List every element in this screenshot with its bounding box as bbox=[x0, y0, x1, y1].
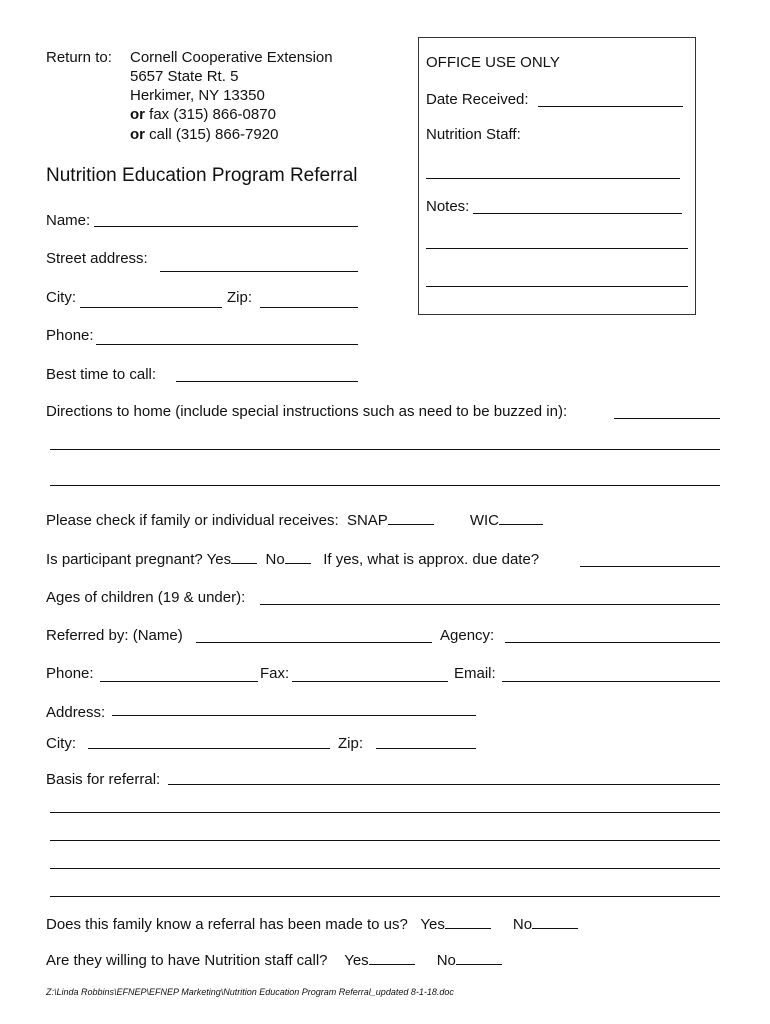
willing-no-field[interactable] bbox=[456, 952, 502, 965]
street-address-label: Street address: bbox=[46, 250, 148, 267]
pregnant-question bbox=[46, 551, 539, 567]
basis-field-2[interactable] bbox=[50, 812, 720, 813]
or-label: or bbox=[130, 106, 145, 123]
phone-field[interactable] bbox=[96, 344, 358, 345]
snap-checkbox[interactable] bbox=[388, 512, 434, 525]
notes-label: Notes: bbox=[426, 198, 470, 215]
basis-field-3[interactable] bbox=[50, 840, 720, 841]
zip-field[interactable] bbox=[260, 307, 358, 308]
referred-by-label: Referred by: (Name) bbox=[46, 627, 183, 644]
know-yes-label: Yes bbox=[420, 916, 445, 933]
fax-number: fax (315) 866-0870 bbox=[145, 106, 276, 123]
directions-field-1[interactable] bbox=[614, 418, 720, 419]
referrer-zip-label: Zip: bbox=[338, 735, 364, 752]
agency-field[interactable] bbox=[505, 642, 720, 643]
know-no-field[interactable] bbox=[532, 916, 578, 929]
basis-field-5[interactable] bbox=[50, 896, 720, 897]
willing-call-question bbox=[46, 952, 502, 968]
fax-label: Fax: bbox=[260, 665, 290, 682]
date-received-field[interactable] bbox=[538, 106, 683, 107]
office-use-title: OFFICE USE ONLY bbox=[426, 54, 560, 71]
know-yes-field[interactable] bbox=[445, 916, 491, 929]
referrer-address-field[interactable] bbox=[112, 715, 476, 716]
name-field[interactable] bbox=[94, 226, 358, 227]
email-field[interactable] bbox=[502, 681, 720, 682]
basis-field-1[interactable] bbox=[168, 784, 720, 785]
willing-call-label: Are they willing to have Nutrition staff call? bbox=[46, 952, 328, 969]
willing-no-label: No bbox=[436, 952, 456, 969]
know-no-label: No bbox=[512, 916, 533, 933]
notes-field-1[interactable] bbox=[473, 213, 682, 214]
ages-field[interactable] bbox=[260, 604, 720, 605]
pregnant-label: Is participant pregnant? Yes bbox=[46, 551, 232, 568]
directions-field-2[interactable] bbox=[50, 449, 720, 450]
snap-label: SNAP bbox=[346, 512, 388, 529]
call-line bbox=[130, 127, 278, 142]
nutrition-staff-label: Nutrition Staff: bbox=[426, 126, 521, 143]
fax-field[interactable] bbox=[292, 681, 448, 682]
city-field[interactable] bbox=[80, 307, 222, 308]
willing-yes-label: Yes bbox=[344, 952, 369, 969]
pregnant-no-label: No bbox=[265, 551, 285, 568]
referrer-zip-field[interactable] bbox=[376, 748, 476, 749]
referrer-city-field[interactable] bbox=[88, 748, 330, 749]
referrer-city-label: City: bbox=[46, 735, 76, 752]
address-line-1: Cornell Cooperative Extension bbox=[130, 49, 333, 66]
ages-label: Ages of children (19 & under): bbox=[46, 589, 246, 606]
address-line-3: Herkimer, NY 13350 bbox=[130, 87, 265, 104]
file-path-footer: Z:\Linda Robbins\EFNEP\EFNEP Marketing\Nutrition Education Program Referral_updated 8-1-18.doc bbox=[46, 987, 454, 997]
wic-checkbox[interactable] bbox=[499, 512, 543, 525]
nutrition-staff-field[interactable] bbox=[426, 178, 680, 179]
pregnant-no-field[interactable] bbox=[285, 551, 311, 564]
email-label: Email: bbox=[454, 665, 496, 682]
phone-label: Phone: bbox=[46, 327, 94, 344]
referrer-phone-field[interactable] bbox=[100, 681, 258, 682]
address-line-2: 5657 State Rt. 5 bbox=[130, 68, 239, 85]
pregnant-yes-field[interactable] bbox=[231, 551, 257, 564]
call-number: call (315) 866-7920 bbox=[145, 126, 279, 143]
basis-label: Basis for referral: bbox=[46, 771, 161, 788]
city-label: City: bbox=[46, 289, 76, 306]
best-time-field[interactable] bbox=[176, 381, 358, 382]
know-referral-label: Does this family know a referral has been made to us? bbox=[46, 916, 408, 933]
directions-label: Directions to home (include special instructions such as need to be buzzed in): bbox=[46, 403, 568, 420]
zip-label: Zip: bbox=[227, 289, 253, 306]
benefits-label: Please check if family or individual receives: bbox=[46, 512, 339, 529]
or-label: or bbox=[130, 126, 145, 143]
form-title: Nutrition Education Program Referral bbox=[46, 165, 358, 186]
return-to-label: Return to: bbox=[46, 49, 112, 66]
basis-field-4[interactable] bbox=[50, 868, 720, 869]
agency-label: Agency: bbox=[440, 627, 495, 644]
notes-field-2[interactable] bbox=[426, 248, 688, 249]
due-date-field[interactable] bbox=[580, 566, 720, 567]
due-date-label: If yes, what is approx. due date? bbox=[323, 551, 540, 568]
referrer-address-label: Address: bbox=[46, 704, 106, 721]
benefits-question bbox=[46, 512, 543, 528]
best-time-label: Best time to call: bbox=[46, 366, 157, 383]
notes-field-3[interactable] bbox=[426, 286, 688, 287]
directions-field-3[interactable] bbox=[50, 485, 720, 486]
referred-by-field[interactable] bbox=[196, 642, 432, 643]
name-label: Name: bbox=[46, 212, 91, 229]
fax-line bbox=[130, 107, 276, 122]
willing-yes-field[interactable] bbox=[369, 952, 415, 965]
wic-label: WIC bbox=[469, 512, 499, 529]
know-referral-question bbox=[46, 916, 578, 932]
referrer-phone-label: Phone: bbox=[46, 665, 94, 682]
street-address-field[interactable] bbox=[160, 271, 358, 272]
date-received-label: Date Received: bbox=[426, 91, 529, 108]
office-use-box bbox=[418, 37, 696, 315]
